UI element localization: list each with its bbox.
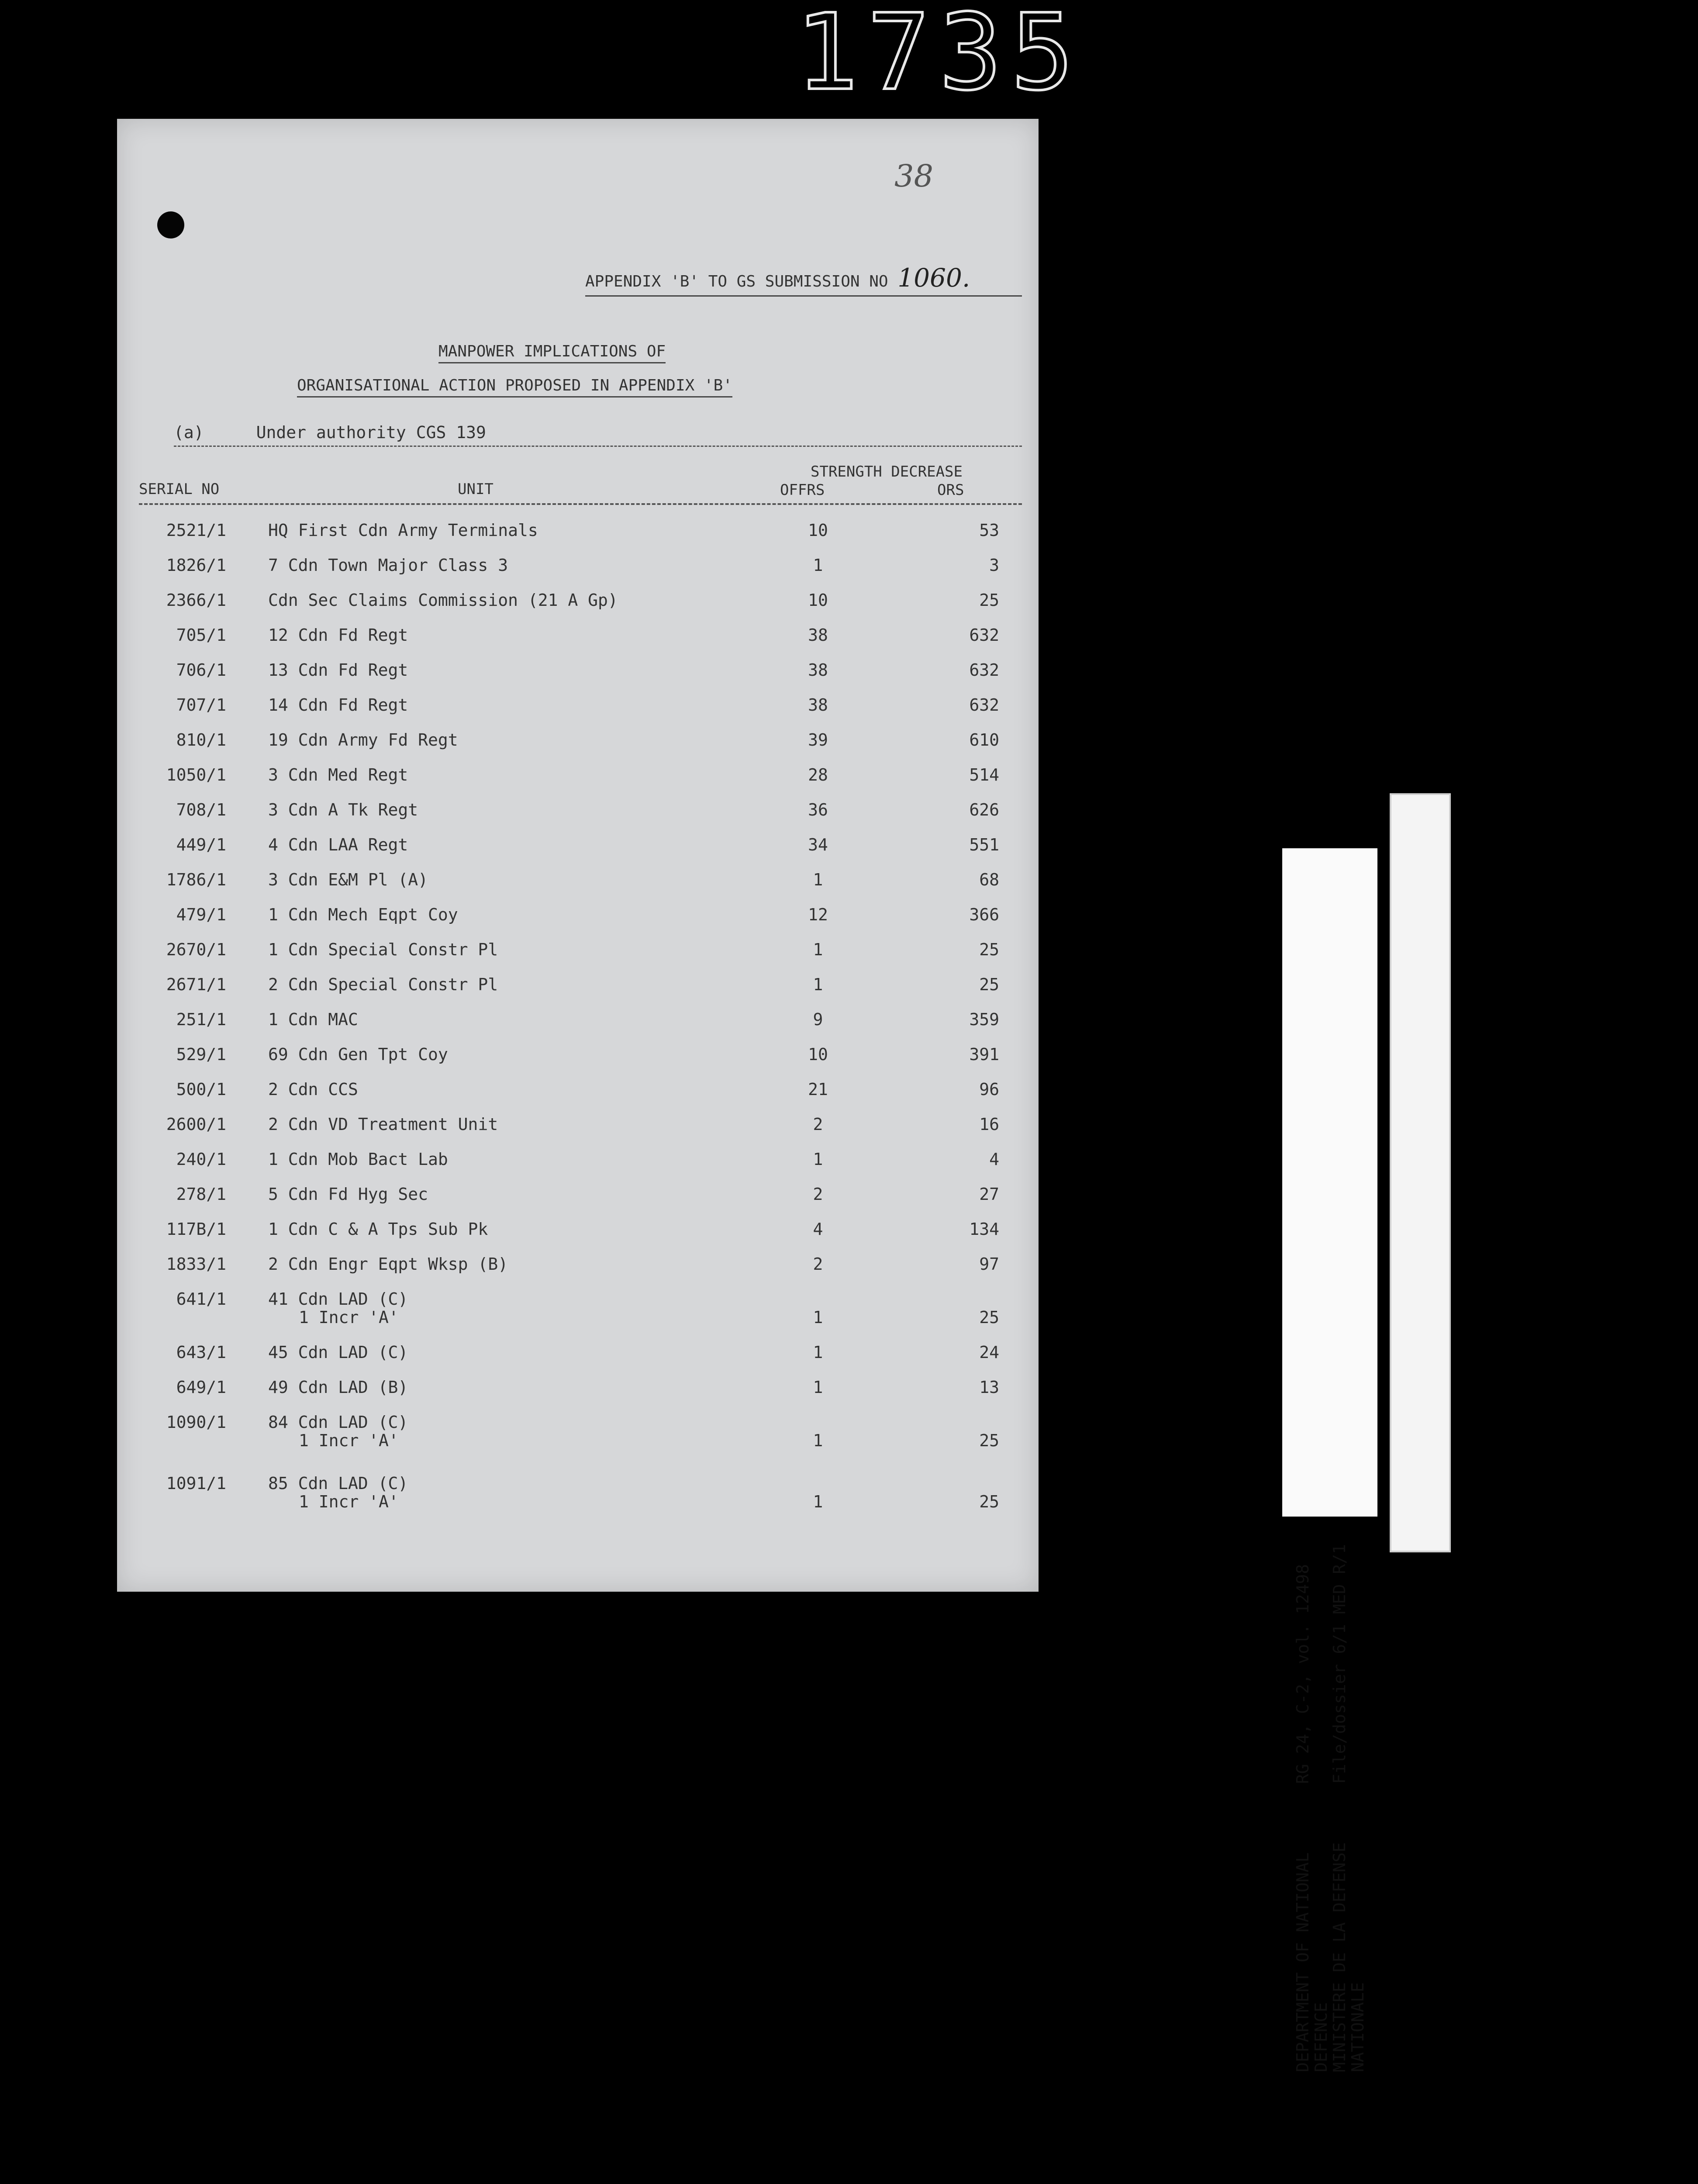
ors-cell: 626 [969,800,999,819]
table-row [117,1343,1039,1378]
title-text-2: ORGANISATIONAL ACTION PROPOSED IN APPENDIX 'B' [297,377,732,397]
unit-cell [268,591,618,610]
serial-no-cell: 449/1 [176,835,226,854]
offrs-cell: 1 [813,1343,823,1362]
ors-cell: 25 [979,940,999,959]
label-nationale: NATIONALE [1348,1982,1367,2072]
serial-no-cell: 251/1 [176,1010,226,1029]
appendix-text: APPENDIX 'B' TO GS SUBMISSION NO [585,273,888,290]
offrs-cell: 2 [813,1115,823,1134]
table-row [117,1254,1039,1289]
ors-cell: 25 [979,975,999,994]
ors-cell: 53 [979,521,999,540]
table-row [117,975,1039,1010]
unit-cell [268,521,538,540]
table-row [117,1289,1039,1343]
unit-cell [268,625,408,645]
unit-name: 2 Cdn Engr Eqpt Wksp (B) [268,1254,508,1274]
unit-cell [268,835,408,854]
unit-name: 19 Cdn Army Fd Regt [268,730,458,750]
unit-name: 2 Cdn Special Constr Pl [268,975,498,994]
unit-name: 14 Cdn Fd Regt [268,695,408,715]
unit-cell [268,1343,408,1362]
archive-reference-label [1282,848,1377,2072]
table-row [117,905,1039,940]
ors-cell: 391 [969,1045,999,1064]
serial-no-cell: 1091/1 [166,1474,226,1493]
offrs-cell: 4 [813,1220,823,1239]
unit-name: HQ First Cdn Army Terminals [268,521,538,540]
table-row [117,1474,1039,1535]
unit-name: 84 Cdn LAD (C) [268,1413,408,1432]
unit-increment: 1 Incr 'A' [299,1308,399,1327]
unit-cell [268,1289,408,1327]
unit-name: 2 Cdn VD Treatment Unit [268,1115,498,1134]
serial-no-cell: 1833/1 [166,1254,226,1274]
table-row [117,1378,1039,1413]
unit-name: 1 Cdn C & A Tps Sub Pk [268,1220,488,1239]
ors-cell: 13 [979,1378,999,1397]
table-row [117,765,1039,800]
table-row [117,556,1039,591]
serial-no-cell: 705/1 [176,625,226,645]
table-row [117,625,1039,660]
header-offrs: OFFRS [780,481,825,499]
national-archives-card [1390,793,1451,2056]
section-marker: (a) [174,423,204,442]
table-row [117,730,1039,765]
label-record-group: RG 24, C-2, vol. 12498 [1293,1564,1312,1784]
unit-cell [268,1474,408,1511]
punch-hole [157,211,184,238]
serial-no-cell: 500/1 [176,1080,226,1099]
ors-cell: 359 [969,1010,999,1029]
unit-cell [268,1150,448,1169]
offrs-cell: 38 [808,695,828,715]
offrs-cell: 10 [808,1045,828,1064]
unit-cell [268,1254,508,1274]
unit-cell [268,1010,358,1029]
offrs-cell: 1 [813,975,823,994]
ors-cell: 25 [979,591,999,610]
serial-no-cell: 2600/1 [166,1115,226,1134]
ors-cell: 97 [979,1254,999,1274]
offrs-cell: 38 [808,625,828,645]
table-row [117,1413,1039,1474]
ors-cell: 514 [969,765,999,784]
table-row [117,1045,1039,1080]
unit-cell [268,660,408,680]
table-row [117,591,1039,625]
offrs-cell: 1 [813,1492,823,1511]
ors-cell: 632 [969,660,999,680]
ors-cell: 366 [969,905,999,924]
serial-no-cell: 649/1 [176,1378,226,1397]
offrs-cell: 1 [813,940,823,959]
offrs-cell: 36 [808,800,828,819]
offrs-cell: 28 [808,765,828,784]
unit-name: 85 Cdn LAD (C) [268,1474,408,1493]
unit-name: 1 Cdn Mech Eqpt Coy [268,905,458,924]
unit-name: 2 Cdn CCS [268,1080,358,1099]
ors-cell: 24 [979,1343,999,1362]
ors-cell: 25 [979,1308,999,1327]
frame-number: 1735 [795,0,1083,114]
offrs-cell: 10 [808,591,828,610]
offrs-cell: 2 [813,1254,823,1274]
section-label: Under authority CGS 139 [256,423,486,442]
unit-cell [268,1185,428,1204]
unit-cell [268,1045,448,1064]
ors-cell: 4 [989,1150,999,1169]
unit-cell [268,1413,408,1450]
offrs-cell: 38 [808,660,828,680]
unit-name: 1 Cdn MAC [268,1010,358,1029]
table-row [117,1220,1039,1254]
serial-no-cell: 810/1 [176,730,226,750]
unit-name: 49 Cdn LAD (B) [268,1378,408,1397]
serial-no-cell: 2671/1 [166,975,226,994]
offrs-cell: 39 [808,730,828,750]
unit-name: 3 Cdn E&M Pl (A) [268,870,428,889]
serial-no-cell: 529/1 [176,1045,226,1064]
offrs-cell: 12 [808,905,828,924]
offrs-cell: 1 [813,1431,823,1450]
ors-cell: 27 [979,1185,999,1204]
table-row [117,940,1039,975]
title-text-1: MANPOWER IMPLICATIONS OF [438,342,666,363]
table-row [117,1115,1039,1150]
offrs-cell: 1 [813,556,823,575]
ors-cell: 134 [969,1220,999,1239]
unit-name: 3 Cdn A Tk Regt [268,800,418,819]
serial-no-cell: 240/1 [176,1150,226,1169]
unit-name: Cdn Sec Claims Commission (21 A Gp) [268,591,618,610]
unit-name: 69 Cdn Gen Tpt Coy [268,1045,448,1064]
archives-french: Archives nationales du Canada [1419,1755,1439,2056]
label-file-dossier: File/dossier 6/1 MED R/1 [1330,1544,1349,1784]
unit-cell [268,905,458,924]
table-row [117,521,1039,556]
document-sheet [117,119,1039,1592]
table-row [117,835,1039,870]
offrs-cell: 1 [813,870,823,889]
header-rule [139,503,1022,505]
unit-cell [268,1115,498,1134]
unit-table [117,521,1039,1535]
offrs-cell: 10 [808,521,828,540]
unit-name: 45 Cdn LAD (C) [268,1343,408,1362]
table-row [117,695,1039,730]
table-row [117,660,1039,695]
ors-cell: 3 [989,556,999,575]
unit-name: 5 Cdn Fd Hyg Sec [268,1185,428,1204]
unit-cell [268,695,408,715]
ors-cell: 25 [979,1492,999,1511]
serial-no-cell: 643/1 [176,1343,226,1362]
ors-cell: 632 [969,625,999,645]
unit-increment: 1 Incr 'A' [299,1492,399,1511]
unit-name: 3 Cdn Med Regt [268,765,408,784]
unit-cell [268,1080,358,1099]
title-line-1 [438,342,666,360]
unit-name: 4 Cdn LAA Regt [268,835,408,854]
label-dept: DEPARTMENT OF NATIONAL [1293,1852,1312,2072]
serial-no-cell: 707/1 [176,695,226,715]
header-strength-decrease: STRENGTH DECREASE [811,463,963,480]
ors-cell: 96 [979,1080,999,1099]
section-heading [174,423,1022,447]
table-row [117,1185,1039,1220]
page-mark: 38 [894,158,934,194]
offrs-cell: 1 [813,1378,823,1397]
table-row [117,1080,1039,1115]
header-unit: UNIT [458,480,494,498]
serial-no-cell: 479/1 [176,905,226,924]
unit-cell [268,1220,488,1239]
table-row [117,1010,1039,1045]
ors-cell: 68 [979,870,999,889]
unit-cell [268,800,418,819]
unit-increment: 1 Incr 'A' [299,1431,399,1450]
unit-name: 13 Cdn Fd Regt [268,660,408,680]
unit-name: 1 Cdn Special Constr Pl [268,940,498,959]
ors-cell: 16 [979,1115,999,1134]
table-row [117,800,1039,835]
serial-no-cell: 1826/1 [166,556,226,575]
serial-no-cell: 117B/1 [166,1220,226,1239]
offrs-cell: 9 [813,1010,823,1029]
serial-no-cell: 1090/1 [166,1413,226,1432]
unit-cell [268,556,508,575]
ors-cell: 610 [969,730,999,750]
unit-cell [268,975,498,994]
unit-cell [268,730,458,750]
serial-no-cell: 706/1 [176,660,226,680]
label-ministere: MINISTERE DE LA DEFENSE [1330,1842,1349,2072]
serial-no-cell: 2670/1 [166,940,226,959]
header-serial-no: SERIAL NO [139,480,220,498]
unit-name: 7 Cdn Town Major Class 3 [268,556,508,575]
unit-cell [268,765,408,784]
unit-cell [268,940,498,959]
serial-no-cell: 2521/1 [166,521,226,540]
label-defence: DEFENCE [1311,2002,1331,2072]
table-row [117,1150,1039,1185]
ors-cell: 632 [969,695,999,715]
unit-name: 1 Cdn Mob Bact Lab [268,1150,448,1169]
serial-no-cell: 641/1 [176,1289,226,1309]
serial-no-cell: 708/1 [176,800,226,819]
header-ors: ORS [937,481,964,499]
offrs-cell: 1 [813,1150,823,1169]
offrs-cell: 1 [813,1308,823,1327]
table-row [117,870,1039,905]
unit-name: 12 Cdn Fd Regt [268,625,408,645]
offrs-cell: 2 [813,1185,823,1204]
serial-no-cell: 278/1 [176,1185,226,1204]
ors-cell: 551 [969,835,999,854]
offrs-cell: 34 [808,835,828,854]
offrs-cell: 21 [808,1080,828,1099]
unit-cell [268,1378,408,1397]
serial-no-cell: 1050/1 [166,765,226,784]
unit-name: 41 Cdn LAD (C) [268,1289,408,1309]
serial-no-cell: 1786/1 [166,870,226,889]
title-line-2 [297,377,732,394]
unit-cell [268,870,428,889]
appendix-reference [585,263,1022,297]
serial-no-cell: 2366/1 [166,591,226,610]
archives-english: National Archives of Canada [1399,1778,1419,2056]
ors-cell: 25 [979,1431,999,1450]
submission-number: 1060. [897,263,970,293]
